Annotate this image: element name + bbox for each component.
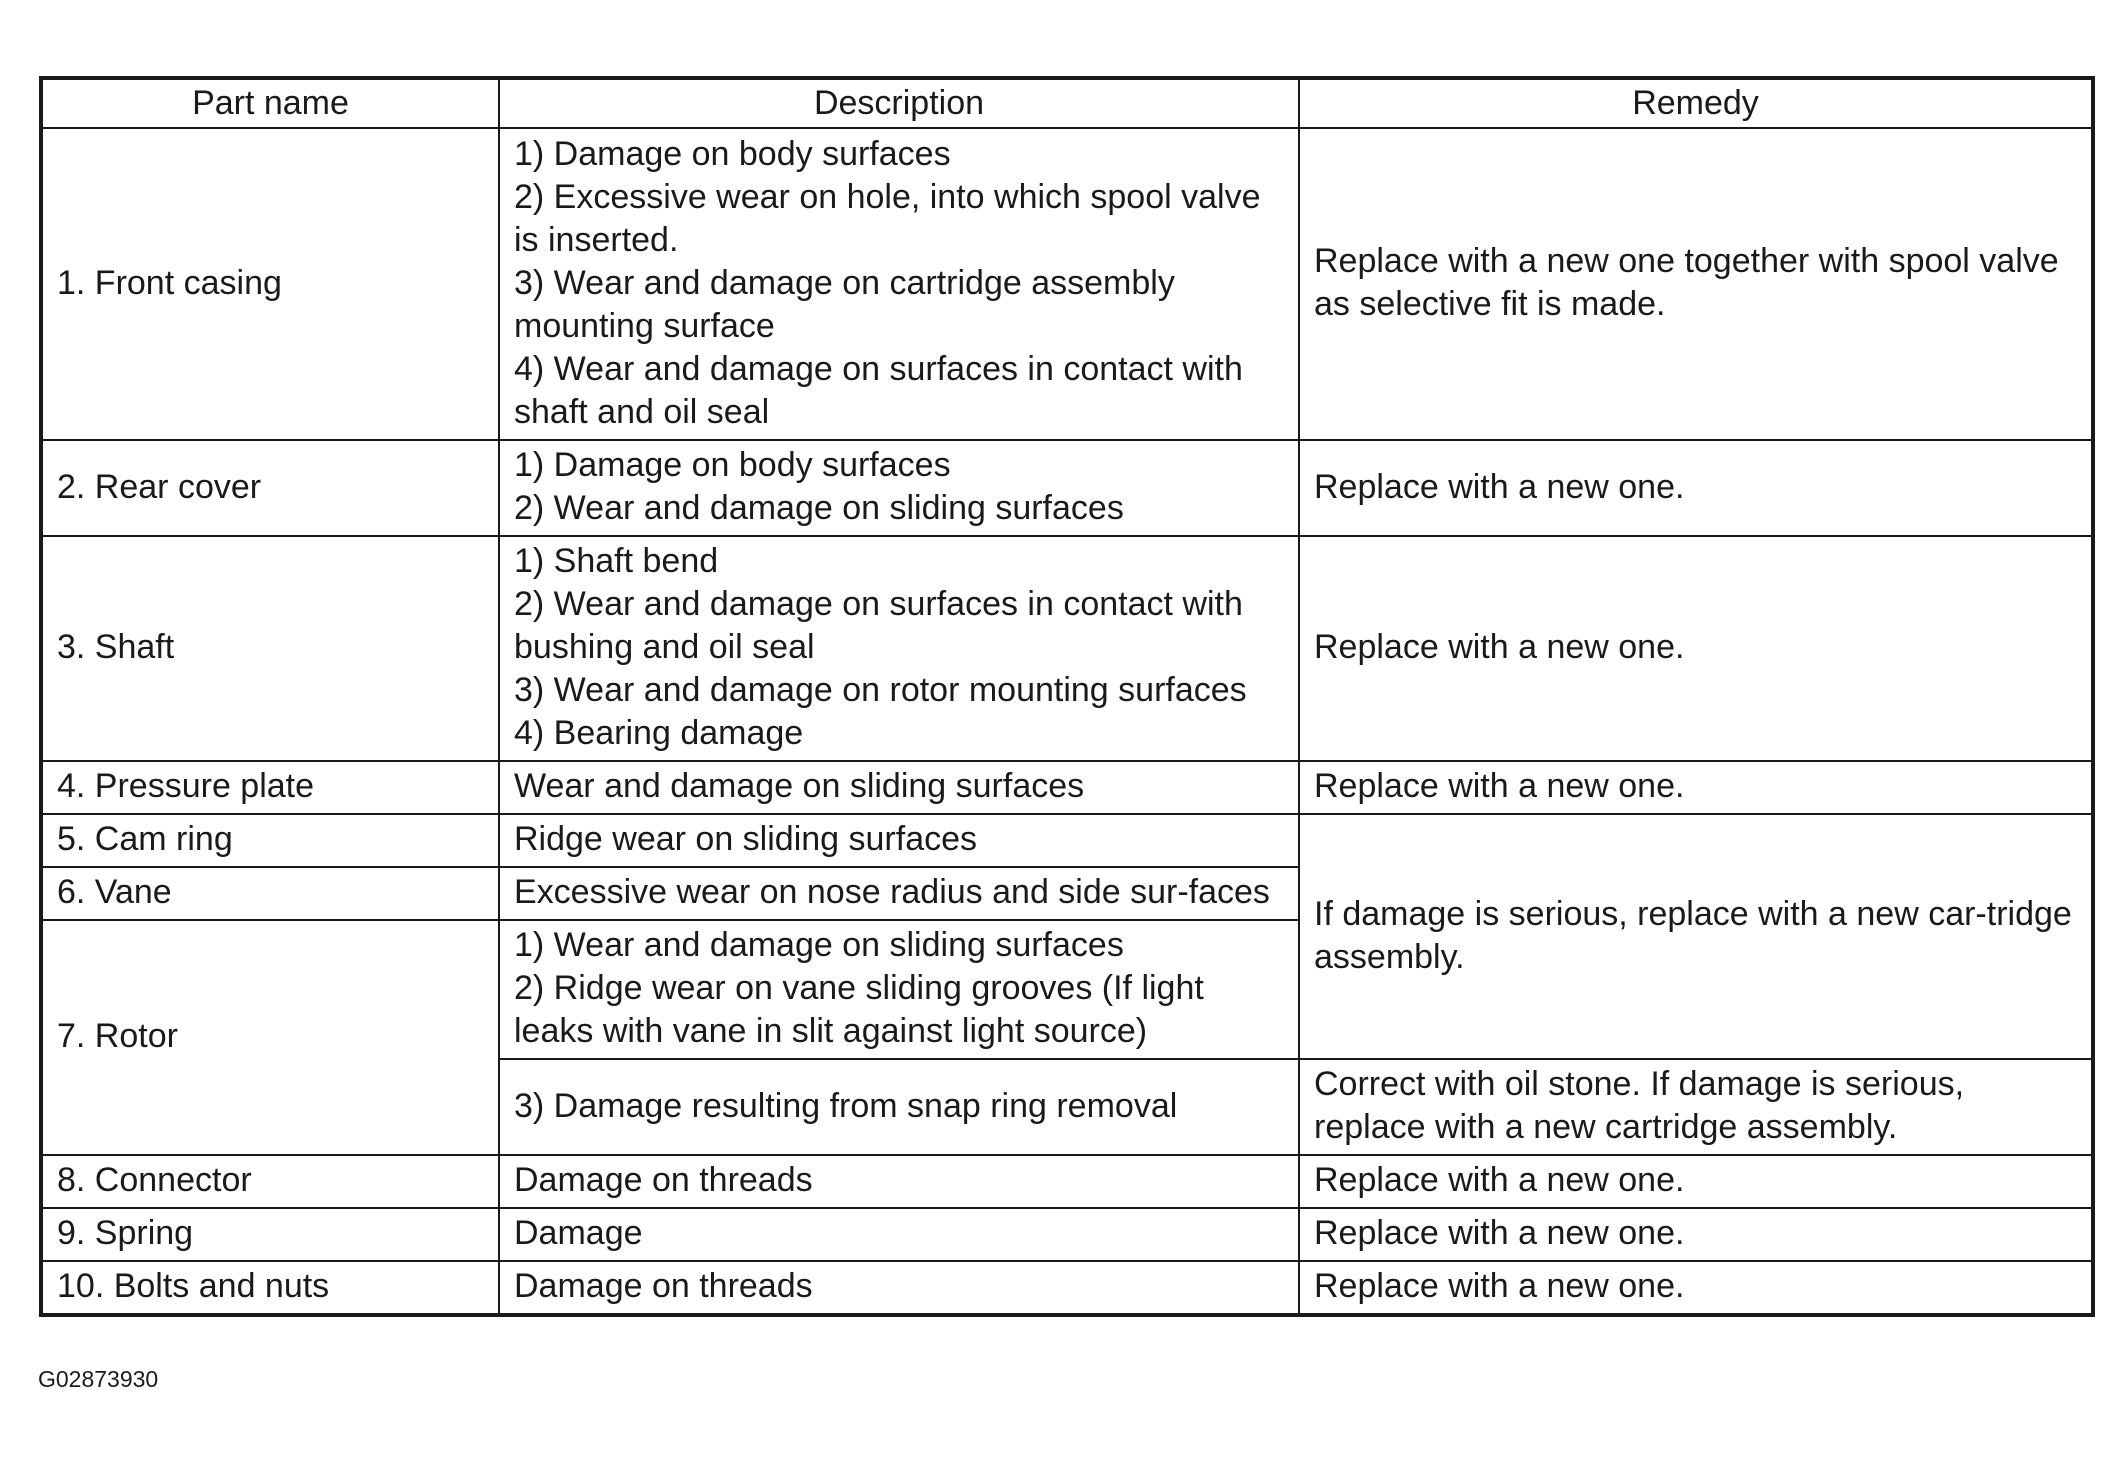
description-line: 3) Wear and damage on cartridge assembly mounting surface xyxy=(514,263,1175,345)
header-remedy: Remedy xyxy=(1299,78,2093,128)
cartridge-remedy-cell: If damage is serious, replace with a new car-tridge assembly. xyxy=(1299,814,2093,1059)
part-name-cell: 9. Spring xyxy=(41,1208,499,1261)
table-row xyxy=(41,1208,2093,1261)
inspection-table xyxy=(39,76,2095,1317)
description-cell: 3) Damage resulting from snap ring removal xyxy=(499,1059,1299,1155)
remedy-cell: Replace with a new one. xyxy=(1299,536,2093,761)
header-description: Description xyxy=(499,78,1299,128)
description-line: 4) Bearing damage xyxy=(514,714,804,752)
part-name-cell: 8. Connector xyxy=(41,1155,499,1208)
remedy-cell: Replace with a new one. xyxy=(1299,1208,2093,1261)
description-line: 2) Wear and damage on surfaces in contact with bushing and oil seal xyxy=(514,585,1243,666)
description-line: 1) Damage on body surfaces xyxy=(514,134,951,173)
part-name-cell: 10. Bolts and nuts xyxy=(41,1261,499,1315)
description-cell: Damage on threads xyxy=(499,1155,1299,1208)
description-cell xyxy=(499,128,1299,440)
description-line: 1) Wear and damage on sliding surfaces xyxy=(514,926,1124,964)
description-cell: Damage on threads xyxy=(499,1261,1299,1315)
description-cell xyxy=(499,920,1299,1059)
remedy-cell: Replace with a new one. xyxy=(1299,440,2093,536)
description-line: 2) Excessive wear on hole, into which spool valve is inserted. xyxy=(514,177,1261,259)
description-cell xyxy=(499,440,1299,536)
table-row xyxy=(41,761,2093,814)
remedy-cell: Replace with a new one. xyxy=(1299,1261,2093,1315)
description-line: 3) Wear and damage on rotor mounting surfaces xyxy=(514,671,1247,709)
figure-id: G02873930 xyxy=(38,1366,159,1392)
part-name-cell: 6. Vane xyxy=(41,867,499,920)
part-name-cell: 5. Cam ring xyxy=(41,814,499,867)
header-row xyxy=(41,78,2093,128)
part-name-cell: 1. Front casing xyxy=(41,128,499,440)
table-row xyxy=(41,814,2093,867)
table-row xyxy=(41,1155,2093,1208)
remedy-cell: Replace with a new one. xyxy=(1299,1155,2093,1208)
part-name-cell: 7. Rotor xyxy=(41,920,499,1155)
part-name-cell: 2. Rear cover xyxy=(41,440,499,536)
part-name-cell: 4. Pressure plate xyxy=(41,761,499,814)
description-line: 2) Wear and damage on sliding surfaces xyxy=(514,489,1124,527)
description-cell: Excessive wear on nose radius and side sur-faces xyxy=(499,867,1299,920)
header-part-name: Part name xyxy=(41,78,499,128)
description-cell: Ridge wear on sliding surfaces xyxy=(499,814,1299,867)
description-line: 1) Shaft bend xyxy=(514,542,719,580)
description-line: 4) Wear and damage on surfaces in contact with shaft and oil seal xyxy=(514,349,1243,431)
table-row xyxy=(41,1261,2093,1315)
description-cell: Damage xyxy=(499,1208,1299,1261)
table-row xyxy=(41,440,2093,536)
table-row xyxy=(41,536,2093,761)
description-line: 1) Damage on body surfaces xyxy=(514,446,951,484)
description-cell: Wear and damage on sliding surfaces xyxy=(499,761,1299,814)
remedy-cell: Replace with a new one. xyxy=(1299,761,2093,814)
description-line: 2) Ridge wear on vane sliding grooves (If light leaks with vane in slit against light source) xyxy=(514,969,1204,1050)
remedy-cell: Correct with oil stone. If damage is serious, replace with a new cartridge assembly. xyxy=(1299,1059,2093,1155)
table-row xyxy=(41,128,2093,440)
description-cell xyxy=(499,536,1299,761)
part-name-cell: 3. Shaft xyxy=(41,536,499,761)
remedy-cell: Replace with a new one together with spool valve as selective fit is made. xyxy=(1299,128,2093,440)
